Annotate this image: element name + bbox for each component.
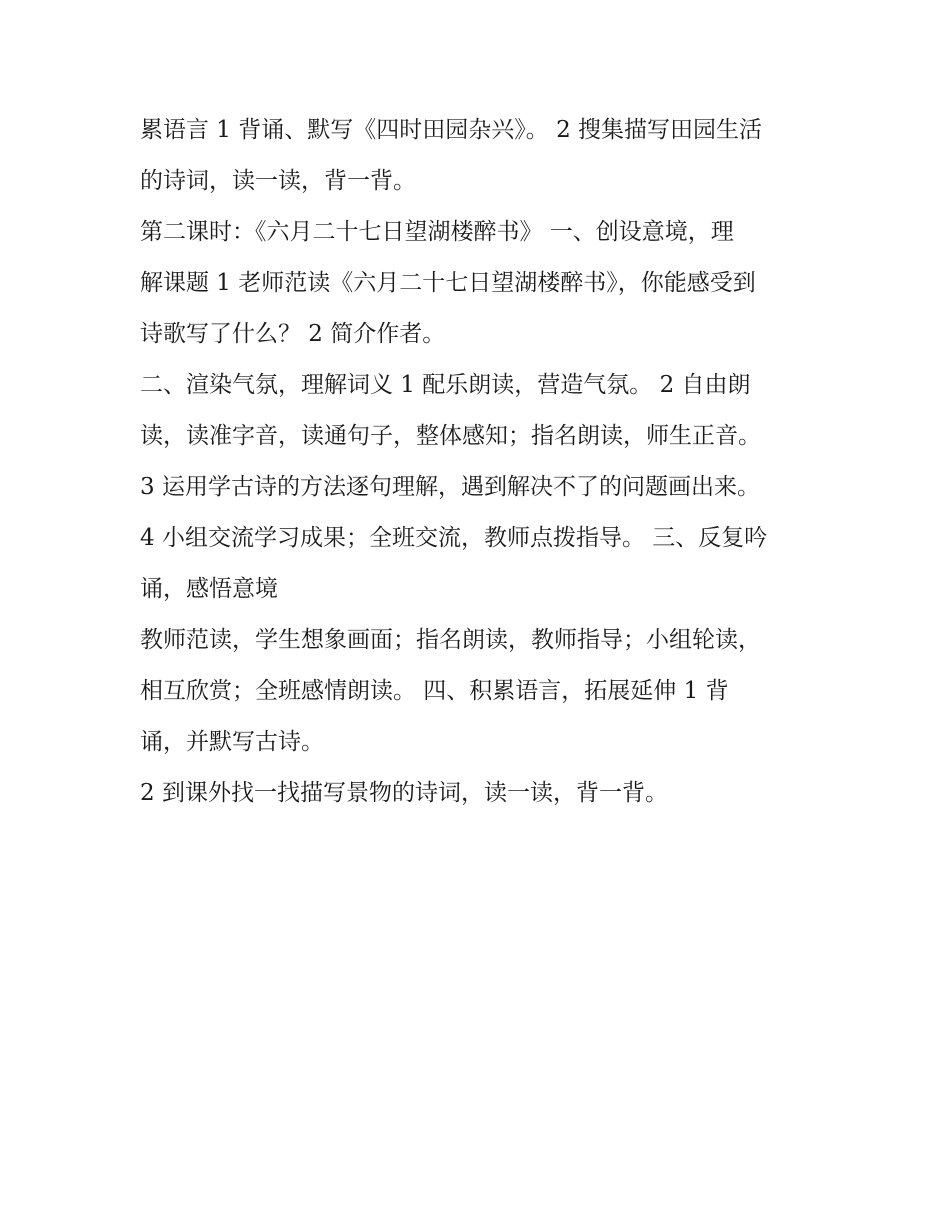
text-line: 诵，感悟意境 [140, 576, 278, 602]
text-line: 诗歌写了什么？ 2 简介作者。 [140, 321, 446, 347]
text-line: 二、渲染气氛，理解词义 1 配乐朗读，营造气氛。 2 自由朗 [140, 372, 751, 398]
text-line: 读，读准字音，读通句子，整体感知；指名朗读，师生正音。 [140, 423, 761, 449]
text-line: 4 小组交流学习成果；全班交流，教师点拨指导。 三、反复吟 [140, 525, 768, 551]
text-line: 2 到课外找一找描写景物的诗词，读一读，背一背。 [140, 780, 668, 806]
text-line: 解课题 1 老师范读《六月二十七日望湖楼醉书》，你能感受到 [140, 270, 756, 296]
text-line: 累语言 1 背诵、默写《四时田园杂兴》。 2 搜集描写田园生活 [140, 117, 763, 143]
text-line: 第二课时：《六月二十七日望湖楼醉书》 一、创设意境，理 [140, 219, 734, 245]
text-line: 相互欣赏；全班感情朗读。 四、积累语言，拓展延伸 1 背 [140, 678, 729, 704]
text-line: 3 运用学古诗的方法逐句理解，遇到解决不了的问题画出来。 [140, 474, 760, 500]
document-body [140, 105, 830, 819]
text-line: 教师范读，学生想象画面；指名朗读，教师指导；小组轮读， [140, 627, 761, 653]
text-line: 的诗词，读一读，背一背。 [140, 168, 416, 194]
text-line: 诵，并默写古诗。 [140, 729, 324, 755]
